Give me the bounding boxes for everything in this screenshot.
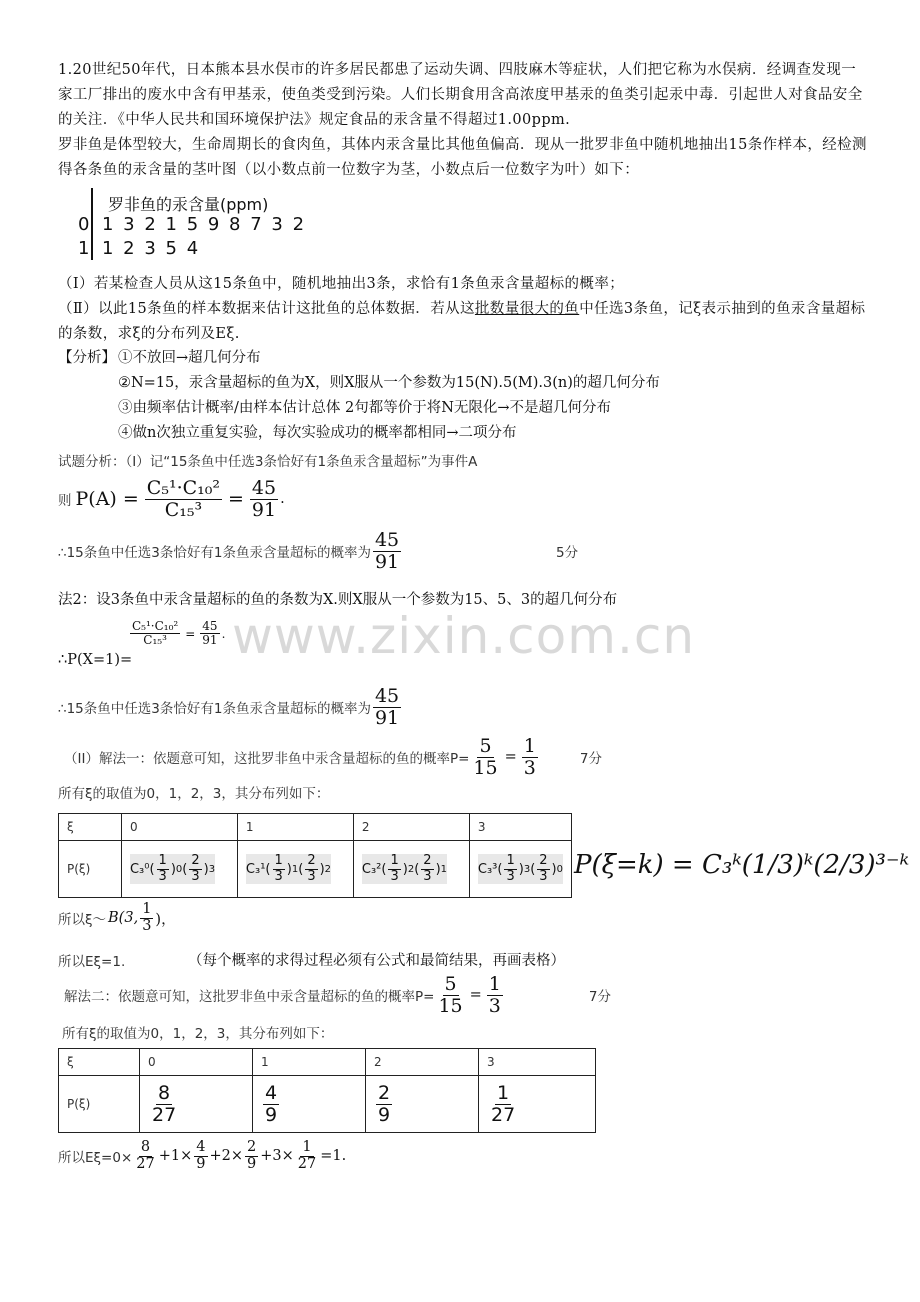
questions (58, 272, 870, 347)
table-row: P(ξ) $\frac{8}{27}$ $\frac{4}{9}$ $\frac{2}{9}$ $\frac{1}{27}$ (59, 1076, 596, 1133)
stem-leaf-title: 罗非鱼的汞含量(ppm) (108, 195, 269, 214)
expectation-1: 所以Eξ=1. (58, 954, 126, 970)
solution-1-conclusion: ∴15条鱼中任选3条恰好有1条鱼汞含量超标的概率为 $\frac{45}{91}$ (58, 529, 400, 573)
table-row: P(ξ) C₃⁰ ( $\frac{1}{3}$ ) 0 ( $\frac{2}{3}$ ) 3 C₃¹ ( $\frac{1}{3}$ ) 1 ( $\frac{2}{3}$ ) 2 C₃² ( $\frac{1}{3}$ ) 2 ( $\frac{2}{3}$ ) 1 C₃³ ( $\frac{1}{3}$ ) 3 ( $\frac{2}{3}$ ) 0 (59, 841, 572, 898)
solution-1-formula: 则 P(A) = $\frac{\text{C₅¹·C₁₀²}}{\text{C₁₅³}}$ = $\frac{45}{91}$ . (58, 477, 285, 521)
solution-2b-intro: 解法二：依题意可知，这批罗非鱼中汞含量超标的鱼的概率P= $\frac{5}{15}$ = $\frac{1}{3}$ 7分 (64, 973, 611, 1017)
analysis-line-1: ①不放回→超几何分布 (118, 350, 261, 366)
teacher-note: （每个概率的求得过程必须有公式和最简结果，再画表格） (188, 953, 565, 969)
method-2-prefix: ∴P(X=1)= (58, 652, 133, 668)
solution-2-intro: （II）解法一：依题意可知，这批罗非鱼中汞含量超标的鱼的概率P= $\frac{5}{15}$ = $\frac{1}{3}$ 7分 (64, 735, 602, 779)
handwritten-formula: P(ξ=k) = C₃ᵏ(1/3)ᵏ(2/3)³⁻ᵏ (574, 850, 910, 880)
score-5: 5分 (556, 545, 579, 561)
analysis-line-4: ④做n次独立重复实验，每次实验成功的概率都相同→二项分布 (118, 425, 517, 441)
method-2-fraction: $\frac{\text{C₅¹·C₁₀²}}{\text{C₁₅³}}$ = $\frac{45}{91}$ . (132, 619, 226, 648)
method-2-text: 法2：设3条鱼中汞含量超标的鱼的条数为X.则X服从一个参数为15、5、3的超几何分布 (58, 592, 618, 608)
stem-0: 0 (78, 214, 90, 235)
underlined-phrase: 批数量很大的鱼 (474, 301, 580, 317)
distribution-table-1 (58, 813, 572, 898)
analysis-line-3: ③由频率估计概率/由样本估计总体 2句都等价于将N无限化→不是超几何分布 (118, 400, 612, 416)
problem-paragraph-1: 1.20世纪50年代，日本熊本县水俣市的许多居民都患了运动失调、四肢麻木等症状，人们把它称为水俣病．经调查发现一家工厂排出的废水中含有甲基汞，使鱼类受到污染。人们长期食用含高浓度甲基汞的鱼类引起汞中毒．引起世人对食品安全的关注．《中华人民共和国环境保护法》规定食品的汞含量不得超过1.00ppm. (58, 62, 863, 128)
binomial-statement: 所以ξ～ B(3, $\frac{1}{3}$ )， (58, 901, 176, 934)
stem-divider (91, 188, 93, 260)
stem-1: 1 (78, 238, 90, 259)
method-2-conclusion: ∴15条鱼中任选3条恰好有1条鱼汞含量超标的概率为 $\frac{45}{91}$ (58, 685, 400, 729)
solution-1-intro: 试题分析：（I）记“15条鱼中任选3条恰好有1条鱼汞含量超标”为事件A (58, 454, 478, 470)
table-row: ξ 0 1 2 3 (59, 1049, 596, 1076)
analysis-label: 【分析】 (58, 350, 116, 366)
table-row: ξ 0 1 2 3 (59, 814, 572, 841)
question-2: （Ⅱ）以此15条鱼的样本数据来估计这批鱼的总体数据．若从这批数量很大的鱼中任选3条鱼，记ξ表示抽到的鱼汞含量超标的条数，求ξ的分布列及Eξ. (58, 301, 866, 342)
watermark: www.zixin.com.cn (232, 607, 696, 665)
question-1: （Ⅰ）若某检查人员从这15条鱼中，随机地抽出3条，求恰有1条鱼汞含量超标的概率； (58, 276, 625, 292)
values-list-2: 所有ξ的取值为0，1，2，3，其分布列如下： (62, 1026, 334, 1042)
distribution-table-2 (58, 1048, 596, 1133)
problem-paragraph-2: 罗非鱼是体型较大，生命周期长的食肉鱼，其体内汞含量比其他鱼偏高．现从一批罗非鱼中随机地抽出15条作样本，经检测得各条鱼的汞含量的茎叶图（以小数点前一位数字为茎，小数点后一位数字为叶）如下： (58, 137, 867, 178)
leaves-0: 1 3 2 1 5 9 8 7 3 2 (102, 214, 305, 235)
leaves-1: 1 2 3 5 4 (102, 238, 199, 259)
problem-statement (58, 58, 870, 183)
analysis-line-2: ②N=15，汞含量超标的鱼为X，则X服从一个参数为15(N).5(M).3(n)的超几何分布 (118, 375, 660, 391)
values-list-1: 所有ξ的取值为0，1，2，3，其分布列如下： (58, 786, 330, 802)
expectation-2: 所以Eξ=0× $\frac{8}{27}$ +1× $\frac{4}{9}$ +2× $\frac{2}{9}$ +3× $\frac{1}{27}$ =1. (58, 1139, 347, 1172)
